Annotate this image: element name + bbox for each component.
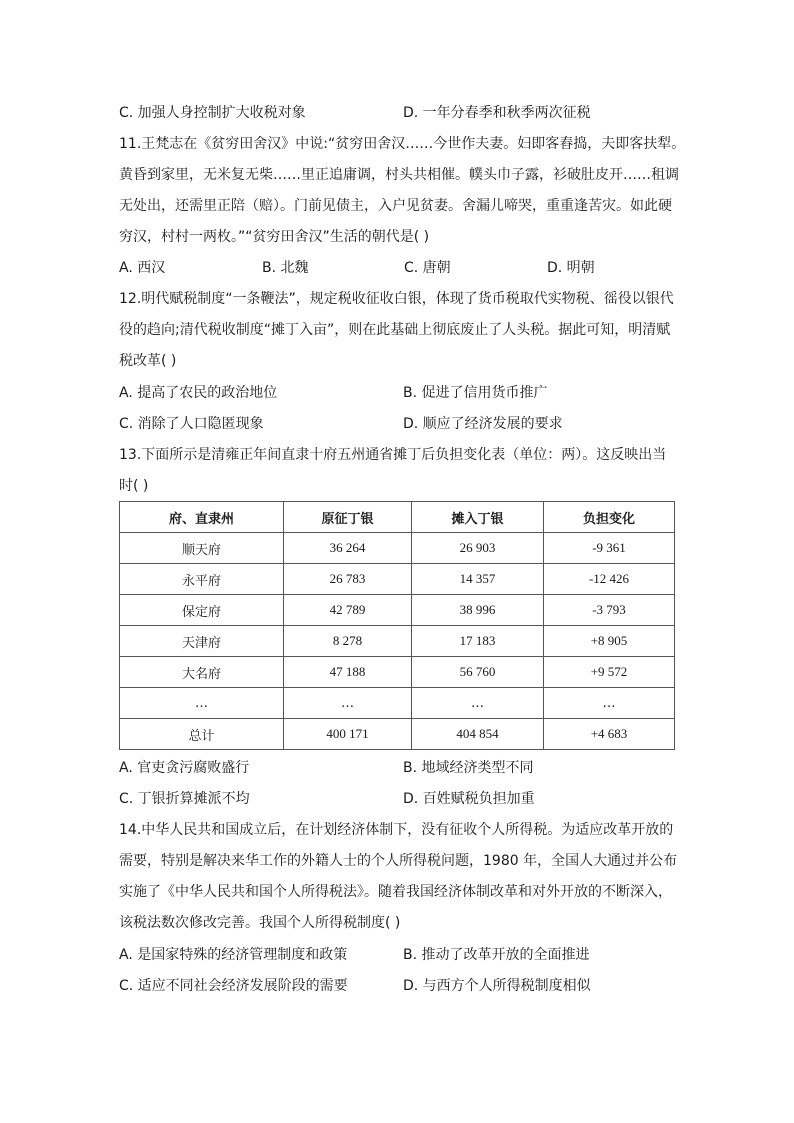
table-cell: 42 789 [284, 595, 412, 626]
q13-option-a: A. 官吏贪污腐败盛行 [119, 760, 250, 776]
table-row [120, 688, 675, 719]
q12-option-c: C. 消除了人口隐匿现象 [119, 416, 264, 432]
table-cell: 38 996 [412, 595, 544, 626]
table-row [120, 564, 675, 595]
table-cell: -9 361 [544, 533, 675, 564]
table-cell: 8 278 [284, 626, 412, 657]
q14-stem-line: 实施了《中华人民共和国个人所得税法》。随着我国经济体制改革和对外开放的不断深入， [119, 884, 672, 900]
q11-option-a: A. 西汉 [119, 260, 166, 276]
q13-option-c: C. 丁银折算摊派不均 [119, 791, 250, 807]
table-cell: … [544, 688, 675, 719]
q11-stem-line: 穷汉，村村一两枚。”“贫穷田舍汉”生活的朝代是( ) [119, 229, 430, 245]
q13-option-b: B. 地域经济类型不同 [403, 760, 534, 776]
table-cell: 永平府 [120, 564, 284, 595]
q12-option-b: B. 促进了信用货币推广 [403, 385, 548, 401]
q14-option-c: C. 适应不同社会经济发展阶段的需要 [119, 978, 348, 994]
q11-option-d: D. 明朝 [547, 260, 595, 276]
table-cell: 天津府 [120, 626, 284, 657]
tax-burden-table [119, 501, 675, 750]
q11-stem-line: 11.王梵志在《贫穷田舍汉》中说:“贫穷田舍汉……今世作夫妻。妇即客舂捣，夫即客扶犁。 [119, 136, 686, 152]
table-cell: 大名府 [120, 657, 284, 688]
table-cell: +8 905 [544, 626, 675, 657]
table-cell: 56 760 [412, 657, 544, 688]
table-cell: 47 188 [284, 657, 412, 688]
q14-stem-line: 该税法数次修改完善。我国个人所得税制度( ) [119, 915, 401, 931]
q11-stem-line: 无处出，还需里正陪（赔）。门前见债主，入户见贫妻。舍漏儿啼哭，重重逢苦灾。如此硬 [119, 198, 672, 214]
table-header-cell: 原征丁银 [284, 502, 412, 533]
table-cell: … [284, 688, 412, 719]
table-row [120, 719, 675, 750]
table-cell: 26 903 [412, 533, 544, 564]
table-cell: … [412, 688, 544, 719]
table-cell: 总计 [120, 719, 284, 750]
q14-stem-line: 14.中华人民共和国成立后，在计划经济体制下，没有征收个人所得税。为适应改革开放的 [119, 822, 674, 838]
q13-stem-line: 时( ) [119, 478, 149, 494]
q13-stem-line: 13.下面所示是清雍正年间直隶十府五州通省摊丁后负担变化表（单位：两）。这反映出当 [119, 447, 667, 463]
q14-option-b: B. 推动了改革开放的全面推进 [403, 947, 590, 963]
q12-stem-line: 12.明代赋税制度“一条鞭法”，规定税收征收白银，体现了货币税取代实物税、徭役以银代 [119, 291, 674, 307]
q13-option-d: D. 百姓赋税负担加重 [403, 791, 535, 807]
table-row [120, 657, 675, 688]
table-cell: -3 793 [544, 595, 675, 626]
table-cell: 顺天府 [120, 533, 284, 564]
q14-option-a: A. 是国家特殊的经济管理制度和政策 [119, 947, 348, 963]
table-row [120, 595, 675, 626]
table-cell: 36 264 [284, 533, 412, 564]
table-cell: 404 854 [412, 719, 544, 750]
table-row [120, 533, 675, 564]
q11-stem-line: 黄昏到家里，无米复无柴……里正追庸调，村头共相催。幞头巾子露，衫破肚皮开……租调 [119, 167, 679, 183]
q11-option-c: C. 唐朝 [404, 260, 451, 276]
table-header-cell: 负担变化 [544, 502, 675, 533]
table-header-cell: 摊入丁银 [412, 502, 544, 533]
table-cell: 26 783 [284, 564, 412, 595]
table-cell: -12 426 [544, 564, 675, 595]
table-cell: … [120, 688, 284, 719]
table-header-cell: 府、直隶州 [120, 502, 284, 533]
table-cell: 17 183 [412, 626, 544, 657]
table-cell: +4 683 [544, 719, 675, 750]
table-cell: +9 572 [544, 657, 675, 688]
table-cell: 保定府 [120, 595, 284, 626]
q12-option-d: D. 顺应了经济发展的要求 [403, 416, 563, 432]
q12-stem-line: 役的趋向;清代税收制度“摊丁入亩”，则在此基础上彻底废止了人头税。据此可知，明清赋 [119, 322, 671, 338]
table-row [120, 626, 675, 657]
table-cell: 14 357 [412, 564, 544, 595]
q12-stem-line: 税改革( ) [119, 353, 177, 369]
q10-option-c: C. 加强人身控制扩大收税对象 [119, 105, 306, 121]
q11-option-b: B. 北魏 [262, 260, 309, 276]
q14-option-d: D. 与西方个人所得税制度相似 [403, 978, 591, 994]
q10-option-d: D. 一年分春季和秋季两次征税 [403, 105, 591, 121]
table-header-row [120, 502, 675, 533]
q14-stem-line: 需要，特别是解决来华工作的外籍人士的个人所得税问题，1980 年，全国人大通过并公布 [119, 853, 678, 869]
table-cell: 400 171 [284, 719, 412, 750]
q12-option-a: A. 提高了农民的政治地位 [119, 385, 278, 401]
